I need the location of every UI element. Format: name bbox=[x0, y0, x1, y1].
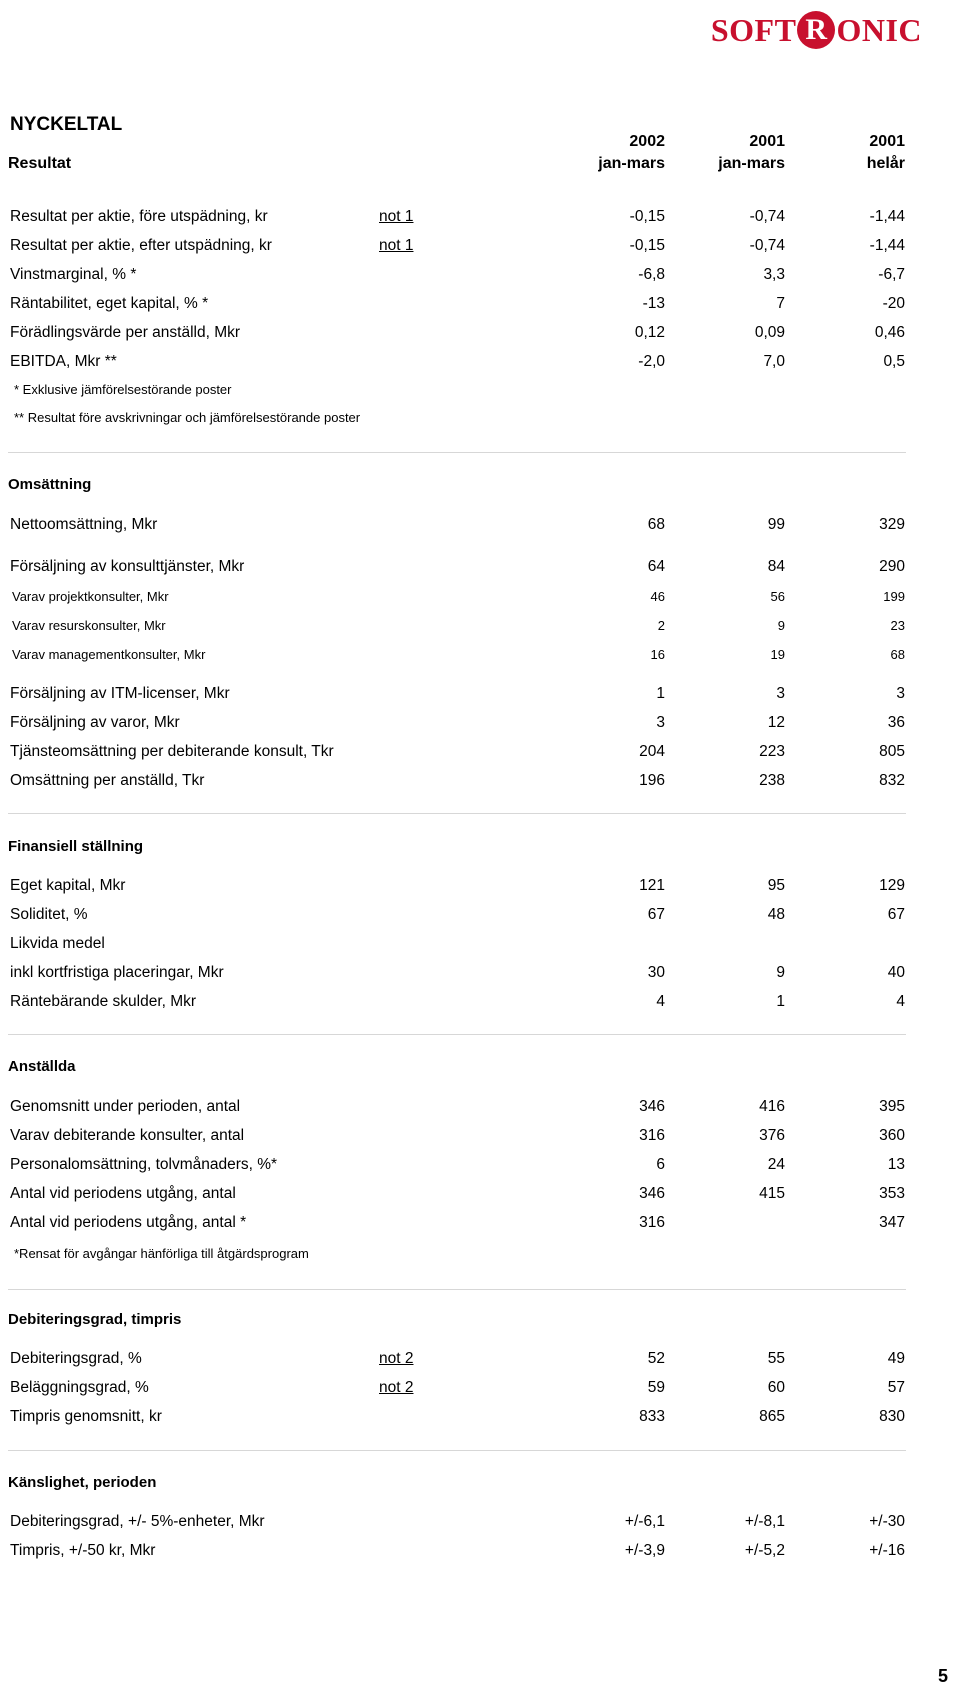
value-2001-q1: 1 bbox=[776, 993, 785, 1010]
section-title: Anställda bbox=[8, 1058, 76, 1075]
value-2002-q1: 16 bbox=[650, 647, 665, 662]
value-2002-q1: 121 bbox=[639, 877, 665, 894]
row-label: Resultat per aktie, efter utspädning, kr bbox=[10, 237, 272, 254]
value-2001-full: -20 bbox=[882, 295, 905, 312]
table-row bbox=[0, 324, 960, 346]
table-row bbox=[0, 1350, 960, 1372]
value-2001-q1: 84 bbox=[767, 558, 785, 575]
table-row bbox=[0, 647, 960, 669]
table-row bbox=[0, 877, 960, 899]
table-row bbox=[0, 964, 960, 986]
row-label: Soliditet, % bbox=[10, 906, 88, 923]
value-2001-q1: 3 bbox=[776, 685, 785, 702]
row-label: Varav debiterande konsulter, antal bbox=[10, 1127, 245, 1144]
section-title: Omsättning bbox=[8, 476, 92, 493]
table-row bbox=[0, 685, 960, 707]
section-title: Debiteringsgrad, timpris bbox=[8, 1311, 182, 1328]
footnote: ** Resultat före avskrivningar och jämförelsestörande poster bbox=[14, 410, 361, 425]
col2-period: jan-mars bbox=[718, 155, 785, 172]
value-2001-q1: 0,09 bbox=[754, 324, 785, 341]
value-2001-q1: 19 bbox=[770, 647, 785, 662]
row-label: Beläggningsgrad, % bbox=[10, 1379, 149, 1396]
value-2001-full: +/-16 bbox=[869, 1542, 905, 1559]
value-2001-q1: 223 bbox=[759, 743, 785, 760]
resultat-title: Resultat bbox=[8, 155, 72, 172]
value-2001-q1: 60 bbox=[767, 1379, 785, 1396]
value-2001-full: 40 bbox=[887, 964, 905, 981]
section-title: Finansiell ställning bbox=[8, 838, 144, 855]
row-label: Varav resurskonsulter, Mkr bbox=[12, 618, 166, 633]
value-2002-q1: 3 bbox=[656, 714, 665, 731]
value-2001-full: 805 bbox=[879, 743, 905, 760]
section-divider bbox=[8, 452, 906, 453]
row-label: Varav projektkonsulter, Mkr bbox=[12, 589, 169, 604]
value-2001-full: 68 bbox=[890, 647, 905, 662]
row-label: Timpris, +/-50 kr, Mkr bbox=[10, 1542, 156, 1559]
row-label: Debiteringsgrad, +/- 5%-enheter, Mkr bbox=[10, 1513, 265, 1530]
value-2002-q1: 833 bbox=[639, 1408, 665, 1425]
row-label: Försäljning av konsulttjänster, Mkr bbox=[10, 558, 245, 575]
value-2001-q1: 9 bbox=[776, 964, 785, 981]
value-2001-q1: 99 bbox=[767, 516, 785, 533]
value-2001-full: 347 bbox=[879, 1214, 905, 1231]
value-2001-full: +/-30 bbox=[869, 1513, 905, 1530]
row-label: Likvida medel bbox=[10, 935, 105, 952]
value-2002-q1: 52 bbox=[647, 1350, 665, 1367]
table-row bbox=[0, 237, 960, 259]
row-label: Debiteringsgrad, % bbox=[10, 1350, 142, 1367]
logo-text-b: ONIC bbox=[836, 11, 922, 48]
row-label: Tjänsteomsättning per debiterande konsult, Tkr bbox=[10, 743, 334, 760]
table-row bbox=[0, 353, 960, 375]
section-divider bbox=[8, 813, 906, 814]
row-label: Eget kapital, Mkr bbox=[10, 877, 126, 894]
table-row bbox=[0, 1185, 960, 1207]
row-label: Resultat per aktie, före utspädning, kr bbox=[10, 208, 268, 225]
value-2002-q1: 46 bbox=[650, 589, 665, 604]
table-row bbox=[0, 295, 960, 317]
value-2001-q1: 55 bbox=[767, 1350, 785, 1367]
section-divider bbox=[8, 1034, 906, 1035]
value-2002-q1: 67 bbox=[647, 906, 665, 923]
note-link: not 2 bbox=[379, 1350, 414, 1367]
logo-text-a: SOFT bbox=[710, 11, 797, 48]
value-2002-q1: -0,15 bbox=[629, 237, 665, 254]
logo-ring: R bbox=[797, 11, 835, 49]
note-link: not 1 bbox=[379, 237, 414, 254]
table-row bbox=[0, 589, 960, 611]
value-2001-full: -6,7 bbox=[878, 266, 905, 283]
value-2001-full: 36 bbox=[887, 714, 905, 731]
row-label: Genomsnitt under perioden, antal bbox=[10, 1098, 241, 1115]
col3-period: helår bbox=[866, 155, 905, 172]
value-2002-q1: -6,8 bbox=[638, 266, 665, 283]
row-label: Antal vid periodens utgång, antal * bbox=[10, 1214, 247, 1231]
table-row bbox=[0, 1214, 960, 1236]
row-label: Räntabilitet, eget kapital, % * bbox=[10, 295, 209, 312]
row-label: Antal vid periodens utgång, antal bbox=[10, 1185, 236, 1202]
value-2002-q1: 2 bbox=[657, 618, 665, 633]
table-row bbox=[0, 1098, 960, 1120]
table-row bbox=[0, 906, 960, 928]
value-2001-q1: 7,0 bbox=[763, 353, 785, 370]
value-2001-q1: 24 bbox=[767, 1156, 785, 1173]
row-label: Försäljning av ITM-licenser, Mkr bbox=[10, 685, 230, 702]
value-2002-q1: 59 bbox=[647, 1379, 665, 1396]
value-2002-q1: 30 bbox=[647, 964, 665, 981]
table-row bbox=[0, 1156, 960, 1178]
value-2001-q1: 95 bbox=[767, 877, 785, 894]
value-2001-full: 67 bbox=[887, 906, 905, 923]
section-title: Känslighet, perioden bbox=[8, 1474, 157, 1491]
value-2001-full: -1,44 bbox=[869, 237, 905, 254]
value-2001-q1: 7 bbox=[776, 295, 785, 312]
row-label: Försäljning av varor, Mkr bbox=[10, 714, 180, 731]
value-2002-q1: -0,15 bbox=[629, 208, 665, 225]
col1-year: 2002 bbox=[629, 133, 665, 150]
value-2002-q1: -2,0 bbox=[638, 353, 665, 370]
value-2001-full: 353 bbox=[879, 1185, 905, 1202]
value-2001-full: 199 bbox=[883, 589, 905, 604]
value-2002-q1: 346 bbox=[639, 1098, 665, 1115]
table-row bbox=[0, 772, 960, 794]
table-row bbox=[0, 1513, 960, 1535]
value-2001-q1: 56 bbox=[770, 589, 785, 604]
value-2001-full: 57 bbox=[887, 1379, 905, 1396]
row-label: Omsättning per anställd, Tkr bbox=[10, 772, 205, 789]
value-2002-q1: 6 bbox=[656, 1156, 665, 1173]
value-2001-q1: 865 bbox=[759, 1408, 785, 1425]
table-row bbox=[0, 516, 960, 538]
value-2001-full: 129 bbox=[879, 877, 905, 894]
value-2001-full: 0,5 bbox=[883, 353, 905, 370]
table-row bbox=[0, 1127, 960, 1149]
col2-year: 2001 bbox=[749, 133, 785, 150]
softronic-logo bbox=[711, 10, 922, 50]
table-row bbox=[0, 208, 960, 230]
value-2001-full: 4 bbox=[896, 993, 905, 1010]
value-2002-q1: 64 bbox=[647, 558, 665, 575]
value-2001-full: 13 bbox=[887, 1156, 905, 1173]
value-2002-q1: 316 bbox=[639, 1127, 665, 1144]
col1-period: jan-mars bbox=[598, 155, 665, 172]
value-2001-q1: 376 bbox=[759, 1127, 785, 1144]
table-row bbox=[0, 1408, 960, 1430]
value-2002-q1: 196 bbox=[639, 772, 665, 789]
value-2002-q1: -13 bbox=[642, 295, 665, 312]
row-label: Nettoomsättning, Mkr bbox=[10, 516, 158, 533]
row-label: Vinstmarginal, % * bbox=[10, 266, 137, 283]
value-2001-full: 3 bbox=[896, 685, 905, 702]
table-row bbox=[0, 935, 960, 957]
value-2001-full: 329 bbox=[879, 516, 905, 533]
footnote: *Rensat för avgångar hänförliga till åtgärdsprogram bbox=[14, 1246, 309, 1261]
table-row bbox=[0, 1379, 960, 1401]
table-row bbox=[0, 743, 960, 765]
table-row bbox=[0, 558, 960, 580]
value-2001-q1: 416 bbox=[759, 1098, 785, 1115]
value-2001-q1: 9 bbox=[777, 618, 785, 633]
row-label: EBITDA, Mkr ** bbox=[10, 353, 117, 370]
note-link: not 2 bbox=[379, 1379, 414, 1396]
value-2001-q1: +/-5,2 bbox=[744, 1542, 785, 1559]
value-2001-full: 23 bbox=[890, 618, 905, 633]
value-2001-q1: 12 bbox=[767, 714, 785, 731]
value-2001-full: 830 bbox=[879, 1408, 905, 1425]
row-label: Timpris genomsnitt, kr bbox=[10, 1408, 162, 1425]
value-2001-q1: 48 bbox=[767, 906, 785, 923]
value-2001-q1: +/-8,1 bbox=[744, 1513, 785, 1530]
value-2002-q1: 1 bbox=[656, 685, 665, 702]
value-2002-q1: +/-6,1 bbox=[624, 1513, 665, 1530]
value-2001-q1: 238 bbox=[759, 772, 785, 789]
value-2002-q1: 68 bbox=[647, 516, 665, 533]
value-2001-q1: -0,74 bbox=[749, 237, 785, 254]
value-2001-q1: 3,3 bbox=[763, 266, 785, 283]
table-row bbox=[0, 618, 960, 640]
value-2002-q1: 204 bbox=[639, 743, 665, 760]
row-label: inkl kortfristiga placeringar, Mkr bbox=[10, 964, 224, 981]
note-link: not 1 bbox=[379, 208, 414, 225]
col3-year: 2001 bbox=[869, 133, 905, 150]
table-row bbox=[0, 714, 960, 736]
value-2002-q1: 0,12 bbox=[634, 324, 665, 341]
value-2001-q1: 415 bbox=[759, 1185, 785, 1202]
value-2001-full: -1,44 bbox=[869, 208, 905, 225]
row-label: Personalomsättning, tolvmånaders, %* bbox=[10, 1156, 278, 1173]
section-divider bbox=[8, 1289, 906, 1290]
value-2001-full: 0,46 bbox=[874, 324, 905, 341]
page-number: 5 bbox=[937, 1666, 948, 1686]
table-row bbox=[0, 266, 960, 288]
section-divider bbox=[8, 1450, 906, 1451]
table-row bbox=[0, 993, 960, 1015]
value-2002-q1: 4 bbox=[656, 993, 665, 1010]
row-label: Förädlingsvärde per anställd, Mkr bbox=[10, 324, 241, 341]
row-label: Varav managementkonsulter, Mkr bbox=[12, 647, 206, 662]
table-row bbox=[0, 1542, 960, 1564]
page-title: NYCKELTAL bbox=[10, 114, 123, 135]
value-2002-q1: +/-3,9 bbox=[624, 1542, 665, 1559]
value-2001-full: 360 bbox=[879, 1127, 905, 1144]
value-2001-full: 395 bbox=[879, 1098, 905, 1115]
value-2001-full: 290 bbox=[879, 558, 905, 575]
footnote: * Exklusive jämförelsestörande poster bbox=[14, 382, 232, 397]
value-2001-q1: -0,74 bbox=[749, 208, 785, 225]
value-2002-q1: 346 bbox=[639, 1185, 665, 1202]
value-2001-full: 49 bbox=[887, 1350, 905, 1367]
value-2002-q1: 316 bbox=[639, 1214, 665, 1231]
row-label: Räntebärande skulder, Mkr bbox=[10, 993, 197, 1010]
value-2001-full: 832 bbox=[879, 772, 905, 789]
